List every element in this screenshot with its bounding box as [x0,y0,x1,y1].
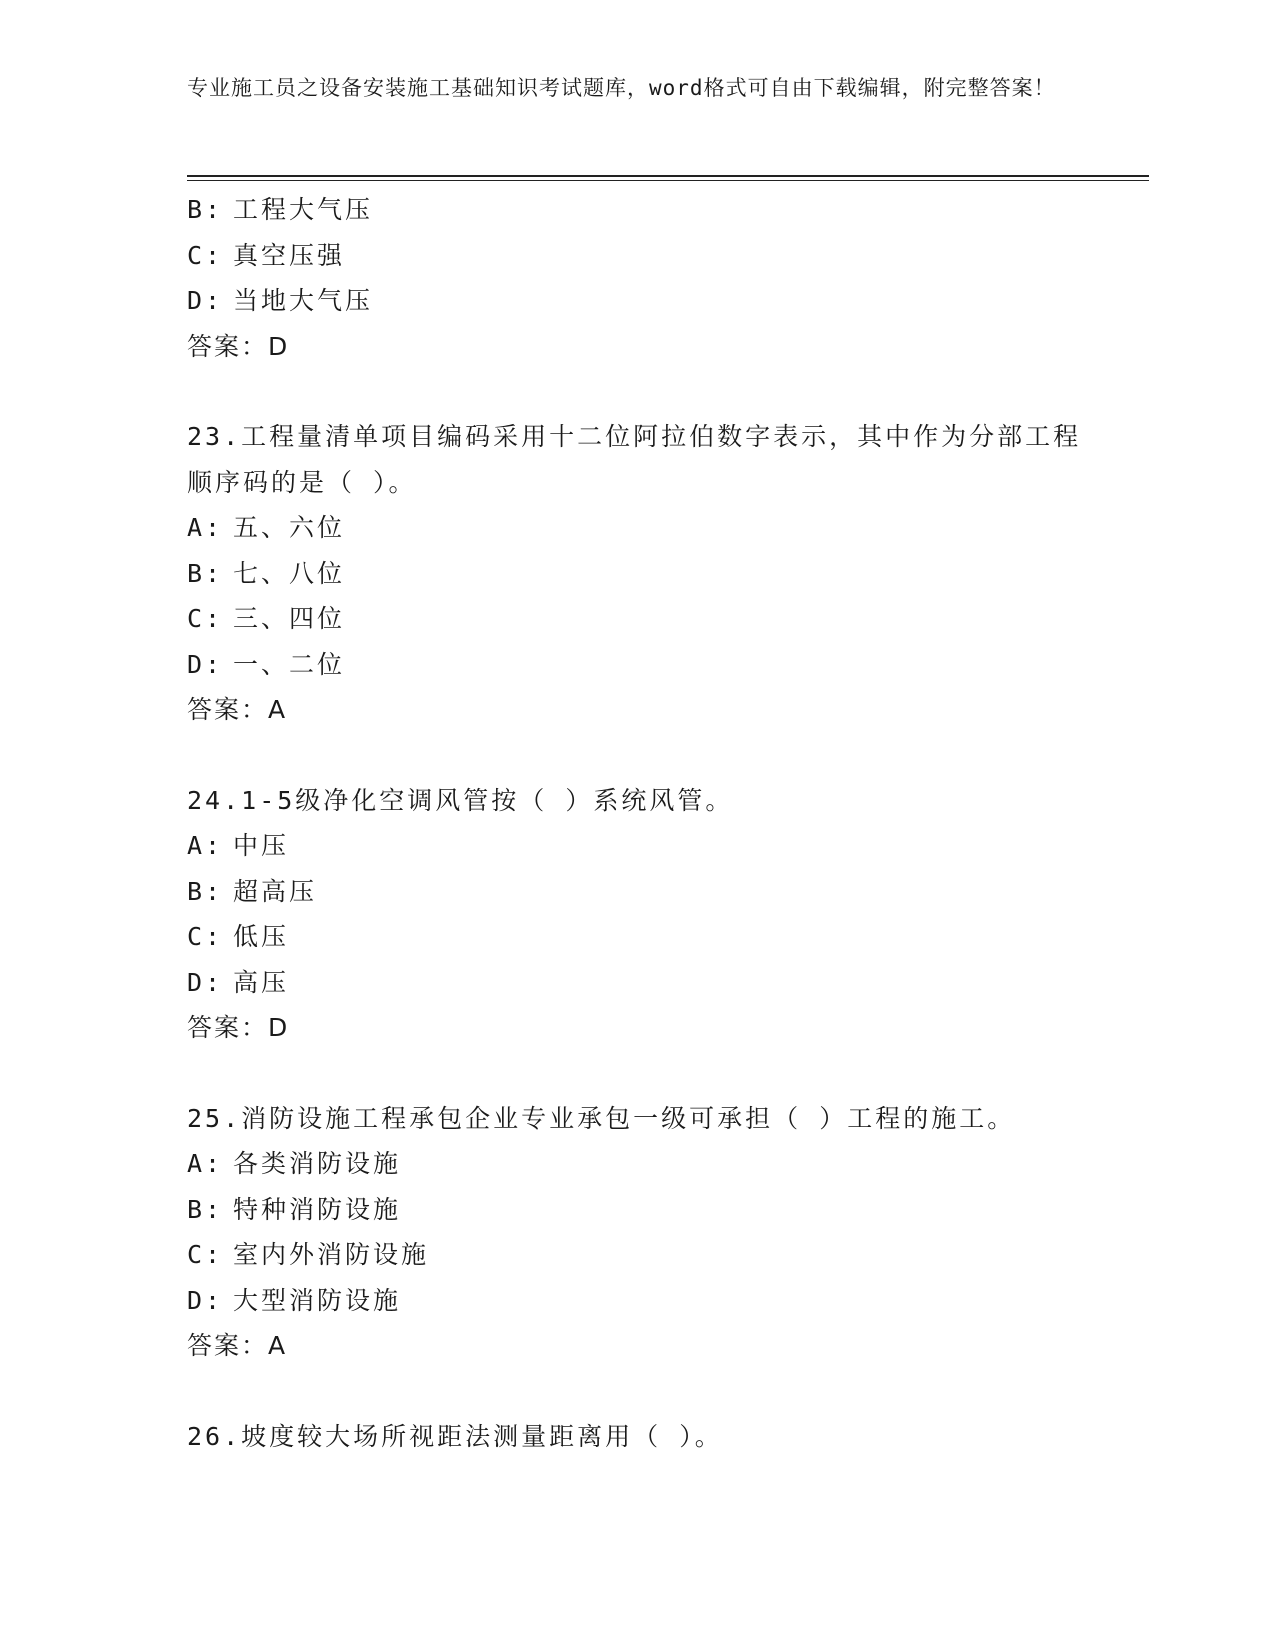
option-letter: C: [187,240,224,270]
option-text: 大型消防设施 [233,1285,402,1315]
option-letter: A: [187,1149,224,1178]
answer-line: 答案：A [187,1331,288,1360]
option-c [187,914,1087,960]
option-letter: C: [187,1240,224,1269]
option-d [187,960,1087,1006]
option-text: 低压 [233,922,290,951]
question-stem: 26.坡度较大场所视距法测量距离用（ ）。 [187,1421,723,1451]
document-header: 专业施工员之设备安装施工基础知识考试题库，word格式可自由下载编辑，附完整答案！ [187,76,1056,100]
option-letter: D: [187,286,224,315]
option-text: 高压 [233,967,290,997]
question-stem: 25.消防设施工程承包企业专业承包一级可承担（ ）工程的施工。 [187,1103,1016,1133]
answer-line: 答案：D [187,331,290,361]
question-stem: 24.1-5级净化空调风管按（ ）系统风管。 [187,785,734,815]
spacer [187,1051,1087,1096]
option-b [187,869,1087,915]
option-letter: C: [187,604,224,633]
option-b [187,187,1087,233]
option-letter: B: [187,195,224,224]
option-c [187,1232,1087,1278]
question-stem: 23.工程量清单项目编码采用十二位阿拉伯数字表示，其中作为分部工程顺序码的是（ ）。 [187,422,1082,497]
spacer [187,369,1087,414]
option-c [187,233,1087,279]
option-letter: B: [187,1194,224,1224]
option-text: 特种消防设施 [233,1194,402,1224]
question-list [187,187,1087,1459]
option-letter: B: [187,558,224,588]
question-23 [187,414,1087,733]
option-letter: D: [187,1285,224,1315]
spacer [187,1369,1087,1414]
option-letter: D: [187,649,224,679]
option-d [187,1278,1087,1324]
option-d [187,278,1087,324]
option-letter: D: [187,967,224,997]
option-letter: B: [187,876,224,906]
option-text: 五、六位 [233,513,346,542]
option-d [187,642,1087,688]
header-divider-thick [187,175,1149,177]
option-b [187,1187,1087,1233]
option-a [187,1141,1087,1187]
option-a [187,505,1087,551]
answer-line: 答案：D [187,1013,290,1042]
option-text: 工程大气压 [233,195,374,224]
option-letter: A: [187,513,224,542]
option-text: 真空压强 [233,240,346,270]
option-text: 超高压 [233,876,318,906]
option-text: 中压 [233,831,290,860]
option-letter: C: [187,922,224,951]
option-text: 各类消防设施 [233,1149,402,1178]
spacer [187,733,1087,778]
option-c [187,596,1087,642]
question-24 [187,778,1087,1051]
question-26 [187,1414,1087,1460]
option-b [187,551,1087,597]
option-text: 室内外消防设施 [233,1240,430,1269]
question-25 [187,1096,1087,1369]
option-a [187,823,1087,869]
option-letter: A: [187,831,224,860]
header-divider-thin [187,180,1149,181]
option-text: 当地大气压 [233,286,374,315]
option-text: 三、四位 [233,604,346,633]
option-text: 一、二位 [233,649,346,679]
option-text: 七、八位 [233,558,346,588]
question-22-continuation [187,187,1087,369]
answer-line: 答案：A [187,695,288,724]
